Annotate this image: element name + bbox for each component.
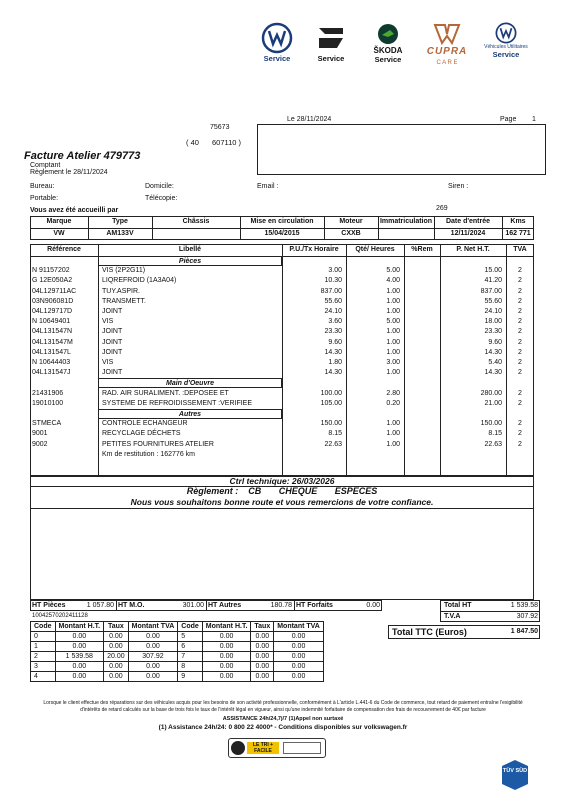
- piece-row-quantity: 5.00: [386, 267, 400, 275]
- other-row-tva: 2: [518, 420, 522, 428]
- tva-cell-left: 1: [31, 642, 56, 652]
- other-row-label: PETITES FOURNITURES ATELIER: [102, 440, 214, 448]
- piece-row-unit-price: 837.00: [320, 287, 342, 295]
- barcode-number: 10042570202411128: [32, 613, 88, 619]
- piece-row-ref: 04L131547J: [32, 369, 71, 377]
- settlement-date: Règlement le 28/11/2024: [30, 169, 108, 176]
- phone-number: 607110 ): [212, 138, 242, 147]
- tuv-logo: [500, 758, 530, 792]
- piece-row-unit-price: 14.30: [324, 369, 342, 377]
- tva-cell-left: 0.00: [55, 672, 104, 682]
- piece-row-tva: 2: [518, 359, 522, 366]
- tva-cell-left: 0.00: [128, 662, 178, 672]
- vehicle-value-2: [152, 229, 240, 239]
- vehicle-value-7: 162 771: [505, 230, 531, 237]
- other-row-quantity: 1.00: [386, 440, 400, 448]
- tva-header-1-2: Taux: [251, 622, 274, 632]
- piece-row-quantity: 1.00: [386, 328, 400, 336]
- page-number: 1: [532, 116, 536, 123]
- vehicle-header-6: Date d'entrée: [445, 218, 491, 225]
- piece-row-ref: 04L131547N: [32, 328, 73, 336]
- ht-autres-value: 180.78: [270, 602, 292, 609]
- skoda-service-logo: [362, 22, 414, 64]
- tva-header-0-0: Code: [31, 622, 56, 632]
- tri-label: LE TRI + FACILE: [247, 742, 279, 754]
- tva-cell-left: 0.00: [104, 662, 129, 672]
- ht-forfaits-value: 0.00: [366, 602, 380, 609]
- other-row-net: 22.63: [484, 440, 502, 448]
- other-row-ref: 9002: [32, 440, 48, 448]
- tva-cell-right: 6: [178, 642, 203, 652]
- labor-row-net: 21.00: [484, 399, 502, 407]
- tva-value: 307.92: [516, 613, 538, 620]
- tva-cell-right: 0.00: [202, 652, 251, 662]
- piece-row-tva: 2: [518, 277, 522, 285]
- piece-row-net: 41.20: [484, 277, 502, 285]
- piece-row-quantity: 4.00: [386, 277, 400, 285]
- piece-row-ref: 04L129711AC: [32, 287, 77, 295]
- tva-cell-right: 0.00: [274, 652, 324, 662]
- vehicle-header-7: Kms: [510, 218, 526, 225]
- piece-row-ref: 03N906081D: [32, 297, 74, 305]
- vwu-service-label: Service: [492, 50, 520, 59]
- phone-prefix: ( 40: [186, 138, 199, 147]
- piece-row-unit-price: 55.60: [324, 297, 342, 305]
- vehicle-header-5: Immatriculation: [379, 218, 433, 225]
- vwu-name: Véhicules Utilitaires: [484, 44, 528, 50]
- tva-cell-right: 0.00: [251, 672, 274, 682]
- legal-line-2: d'intérêts de retard calculés sur la base de trois fois le taux de l'intérêt légal en vigueur, ainsi qu'une indemnité forfaitaire de compensation des frais de recouvrement de 40€ par facture: [80, 707, 486, 713]
- vehicle-value-4: CXXB: [341, 230, 361, 237]
- skoda-name: ŠKODA: [373, 46, 403, 55]
- siren-label: Siren :: [448, 183, 469, 190]
- payment-mode: Comptant: [30, 162, 61, 169]
- domicile-label: Domicile:: [145, 183, 174, 190]
- vehicle-value-0: VW: [53, 230, 65, 237]
- tva-cell-right: 0.00: [274, 662, 324, 672]
- tva-cell-right: 0.00: [251, 662, 274, 672]
- piece-row-tva: 2: [518, 318, 522, 326]
- tva-cell-right: 7: [178, 652, 203, 662]
- piece-row-quantity: 3.00: [386, 359, 400, 366]
- tva-cell-right: 8: [178, 662, 203, 672]
- vehicle-header-4: Moteur: [339, 218, 363, 225]
- labor-row-tva: 2: [518, 389, 522, 397]
- tva-cell-left: 0.00: [128, 632, 178, 642]
- piece-row-label: VIS (2P2G11): [102, 267, 146, 275]
- customer-code: 75673: [210, 124, 230, 131]
- ht-pieces-value: 1 057.80: [86, 602, 114, 609]
- legal-text: [20, 700, 546, 714]
- tva-header-0-1: Montant H.T.: [55, 622, 104, 632]
- piece-row-label: LIQREFROID (1A3A04): [102, 277, 177, 285]
- bureau-label: Bureau:: [30, 183, 55, 190]
- piece-row-ref: 04L131547L: [32, 348, 71, 356]
- lines-header-2: P.U./Tx Horaire: [289, 246, 339, 253]
- tva-cell-left: 0: [31, 632, 56, 642]
- piece-row-quantity: 1.00: [386, 348, 400, 356]
- piece-row-net: 837.00: [480, 287, 502, 295]
- cupra-care-label: C A R E: [436, 60, 458, 66]
- tva-cell-left: 0.00: [104, 632, 129, 642]
- tva-row: [31, 652, 324, 662]
- tva-cell-right: 0.00: [202, 662, 251, 672]
- ttc-value: 1 847.50: [510, 628, 538, 635]
- total-ht-label: Total HT: [444, 602, 472, 609]
- tva-row: [31, 672, 324, 682]
- vehicle-value-5: [378, 229, 434, 239]
- tva-cell-left: 307.92: [128, 652, 178, 662]
- tva-header-1-3: Montant TVA: [274, 622, 324, 632]
- invoice-title: Facture Atelier 479773: [24, 150, 141, 162]
- other-row-quantity: 1.00: [386, 420, 400, 428]
- seat-service-label: Service: [317, 54, 345, 63]
- ht-forfaits-label: HT Forfaits: [296, 602, 333, 609]
- recycle-icon: [231, 741, 245, 755]
- tva-cell-left: 0.00: [104, 672, 129, 682]
- piece-row-tva: 2: [518, 328, 522, 336]
- other-row-unit-price: 22.63: [324, 440, 342, 448]
- vwu-logo-icon: [495, 22, 517, 44]
- piece-row-unit-price: 1.80: [328, 359, 342, 366]
- piece-row-tva: 2: [518, 267, 522, 275]
- piece-row-quantity: 1.00: [386, 369, 400, 377]
- piece-row-label: JOINT: [102, 348, 123, 356]
- other-row-label: RECYCLAGE DÉCHETS: [102, 430, 181, 438]
- cupra-logo-icon: [432, 22, 462, 46]
- piece-row-net: 55.60: [484, 297, 502, 305]
- piece-row-label: JOINT: [102, 308, 123, 315]
- piece-row-unit-price: 9.60: [328, 338, 342, 346]
- tva-cell-right: 5: [178, 632, 203, 642]
- piece-row-net: 9.60: [488, 338, 502, 346]
- labor-row-net: 280.00: [480, 389, 502, 397]
- piece-row-label: TUY.ASPIR.: [102, 287, 140, 295]
- tva-cell-left: 0.00: [55, 662, 104, 672]
- labor-row-label: SYSTEME DE REFROIDISSEMENT :VERIFIEE: [102, 399, 253, 407]
- ht-mo-value: 301.00: [182, 602, 204, 609]
- vehicle-header-2: Châssis: [182, 218, 210, 225]
- address-box: [257, 124, 546, 175]
- piece-row-tva: 2: [518, 348, 522, 356]
- lines-header-4: %Rem: [411, 246, 433, 253]
- tri-logo: [228, 738, 326, 758]
- email-label: Email :: [257, 183, 279, 190]
- legal-line-1: Lorsque le client effectue des réparations sur des véhicules acquis pour les besoins de son activité professionnelle, conformément à L'article L.441-6 du Code de commerce, tout retard de paiement entraîne l'exigibilité: [43, 700, 523, 706]
- piece-row-unit-price: 3.00: [328, 267, 342, 275]
- other-row-unit-price: 150.00: [320, 420, 342, 428]
- piece-row-unit-price: 14.30: [324, 348, 342, 356]
- tva-breakdown-table: [30, 621, 324, 682]
- labor-row-ref: 21431906: [32, 389, 64, 397]
- piece-row-ref: G 12E050A2: [32, 277, 73, 285]
- tva-cell-right: 0.00: [251, 632, 274, 642]
- lines-header-0: Référence: [47, 246, 81, 253]
- piece-row-net: 5.40: [488, 359, 502, 366]
- km-restitution: Km de restitution : 162776 km: [102, 450, 195, 458]
- piece-row-net: 18.00: [484, 318, 502, 326]
- vehicle-header-0: Marque: [46, 218, 72, 225]
- labor-row-unit-price: 100.00: [320, 389, 342, 397]
- other-row-tva: 2: [518, 430, 522, 438]
- vwu-service-logo: [484, 22, 528, 59]
- piece-row-quantity: 1.00: [386, 308, 400, 315]
- labor-row-tva: 2: [518, 399, 522, 407]
- tva-cell-right: 0.00: [251, 642, 274, 652]
- thank-you-message: Nous vous souhaitons bonne route et vous remercions de votre confiance.: [130, 497, 434, 507]
- other-row-net: 8.15: [488, 430, 502, 438]
- tva-row: [31, 632, 324, 642]
- accueil-label: Vous avez été accueilli par: [30, 207, 119, 214]
- lines-header-5: P. Net H.T.: [456, 246, 490, 253]
- tva-cell-right: 0.00: [202, 632, 251, 642]
- tva-cell-left: 1 539.58: [55, 652, 104, 662]
- skoda-logo-icon: [372, 22, 404, 46]
- assistance-line: ASSISTANCE 24h/24,7j/7 (1)Appel non surtaxé: [222, 716, 344, 722]
- vehicle-value-1: AM133V: [106, 230, 134, 237]
- tva-cell-right: 0.00: [274, 642, 324, 652]
- seat-logo-icon: [315, 22, 347, 54]
- piece-row-tva: 2: [518, 308, 522, 315]
- piece-row-ref: N 10644403: [32, 359, 71, 366]
- piece-row-net: 15.00: [484, 267, 502, 275]
- piece-row-unit-price: 23.30: [324, 328, 342, 336]
- piece-row-net: 23.30: [484, 328, 502, 336]
- tva-cell-left: 2: [31, 652, 56, 662]
- skoda-service-label: Service: [374, 55, 402, 64]
- packaging-icon: [283, 742, 321, 754]
- telecopie-label: Télécopie:: [145, 195, 178, 202]
- other-row-ref: 9001: [32, 430, 48, 438]
- section-pieces: Pièces: [98, 256, 282, 266]
- tva-cell-right: 0.00: [251, 652, 274, 662]
- tuv-label: TÜV SÜD: [502, 768, 528, 774]
- piece-row-unit-price: 10.30: [324, 277, 342, 285]
- piece-row-ref: 04L129717D: [32, 308, 73, 315]
- total-ht-value: 1 539.58: [510, 602, 538, 609]
- tva-cell-left: 20.00: [104, 652, 129, 662]
- tva-cell-left: 4: [31, 672, 56, 682]
- reglement-modes: Règlement : CB CHEQUE ESPECES: [186, 486, 378, 496]
- ht-autres-label: HT Autres: [208, 602, 242, 609]
- piece-row-net: 14.30: [484, 348, 502, 356]
- labor-row-quantity: 2.80: [386, 389, 400, 397]
- piece-row-label: JOINT: [102, 338, 123, 346]
- vw-logo-icon: [261, 22, 293, 54]
- vehicle-value-3: 15/04/2015: [264, 230, 300, 237]
- piece-row-tva: 2: [518, 338, 522, 346]
- invoice-date: Le 28/11/2024: [287, 116, 332, 123]
- tva-cell-left: 0.00: [55, 642, 104, 652]
- tva-cell-right: 0.00: [274, 632, 324, 642]
- piece-row-quantity: 1.00: [386, 287, 400, 295]
- lines-header-1: Libellé: [178, 246, 202, 253]
- ttc-label: Total TTC (Euros): [392, 627, 467, 637]
- tva-cell-right: 9: [178, 672, 203, 682]
- other-row-label: CONTROLE ECHANGEUR: [102, 420, 188, 428]
- ctrl-technique: Ctrl technique: 26/03/2026: [229, 476, 335, 486]
- piece-row-label: TRANSMETT.: [102, 297, 146, 305]
- cupra-name: CUPRA: [426, 46, 468, 57]
- piece-row-unit-price: 3.60: [328, 318, 342, 326]
- piece-row-unit-price: 24.10: [324, 308, 342, 315]
- tva-cell-left: 0.00: [55, 632, 104, 642]
- tva-cell-left: 0.00: [128, 672, 178, 682]
- other-row-tva: 2: [518, 440, 522, 448]
- tva-header-1-1: Montant H.T.: [202, 622, 251, 632]
- piece-row-tva: 2: [518, 369, 522, 377]
- tva-header-0-3: Montant TVA: [128, 622, 178, 632]
- piece-row-net: 24.10: [484, 308, 502, 315]
- tva-row: [31, 662, 324, 672]
- labor-row-unit-price: 105.00: [320, 399, 342, 407]
- tva-row: [31, 642, 324, 652]
- vehicle-header-1: Type: [112, 218, 128, 225]
- ht-pieces-label: HT Pièces: [32, 602, 66, 609]
- piece-row-quantity: 5.00: [386, 318, 400, 326]
- tva-cell-right: 0.00: [202, 672, 251, 682]
- tva-cell-left: 3: [31, 662, 56, 672]
- other-row-quantity: 1.00: [386, 430, 400, 438]
- cupra-care-logo: [418, 22, 476, 66]
- tuv-badge-icon: [500, 758, 530, 792]
- vw-service-logo: [252, 22, 302, 63]
- tva-cell-right: 0.00: [202, 642, 251, 652]
- other-row-net: 150.00: [480, 420, 502, 428]
- tva-header-1-0: Code: [178, 622, 203, 632]
- tva-label: T.V.A: [444, 613, 461, 620]
- lines-header-6: TVA: [513, 246, 527, 253]
- section-autres: Autres: [98, 409, 282, 419]
- lines-header-3: Qté/ Heures: [355, 246, 395, 253]
- piece-row-tva: 2: [518, 287, 522, 295]
- page-label: Page: [500, 116, 517, 123]
- seat-service-logo: [306, 22, 356, 63]
- vehicle-header-3: Mise en circulation: [250, 218, 314, 225]
- tva-cell-left: 0.00: [104, 642, 129, 652]
- tva-cell-left: 0.00: [128, 642, 178, 652]
- piece-row-label: JOINT: [102, 328, 123, 336]
- piece-row-label: VIS: [102, 318, 114, 326]
- ht-mo-label: HT M.O.: [118, 602, 145, 609]
- accueil-number: 269: [436, 205, 448, 212]
- piece-row-quantity: 1.00: [386, 338, 400, 346]
- labor-row-quantity: 0.20: [386, 399, 400, 407]
- tva-header-0-2: Taux: [104, 622, 129, 632]
- portable-label: Portable:: [30, 195, 59, 202]
- tva-cell-right: 0.00: [274, 672, 324, 682]
- section-main-oeuvre: Main d'Oeuvre: [98, 378, 282, 388]
- vw-service-label: Service: [263, 54, 291, 63]
- piece-row-ref: N 10649401: [32, 318, 71, 326]
- piece-row-net: 14.30: [484, 369, 502, 377]
- vehicle-value-6: 12/11/2024: [450, 230, 486, 237]
- piece-row-label: JOINT: [102, 369, 123, 377]
- piece-row-quantity: 1.00: [386, 297, 400, 305]
- labor-row-label: RAD. AIR SURALIMENT. :DEPOSEE ET: [102, 389, 229, 397]
- assistance-conditions: (1) Assistance 24h/24: 0 800 22 4000* - Conditions disponibles sur volkswagen.fr: [158, 724, 408, 731]
- piece-row-ref: 04L131547M: [32, 338, 73, 346]
- piece-row-tva: 2: [518, 297, 522, 305]
- piece-row-label: VIS: [102, 359, 114, 366]
- other-row-ref: STMECA: [32, 420, 62, 428]
- labor-row-ref: 19010100: [32, 399, 64, 407]
- piece-row-ref: N 91157202: [32, 267, 70, 275]
- other-row-unit-price: 8.15: [328, 430, 342, 438]
